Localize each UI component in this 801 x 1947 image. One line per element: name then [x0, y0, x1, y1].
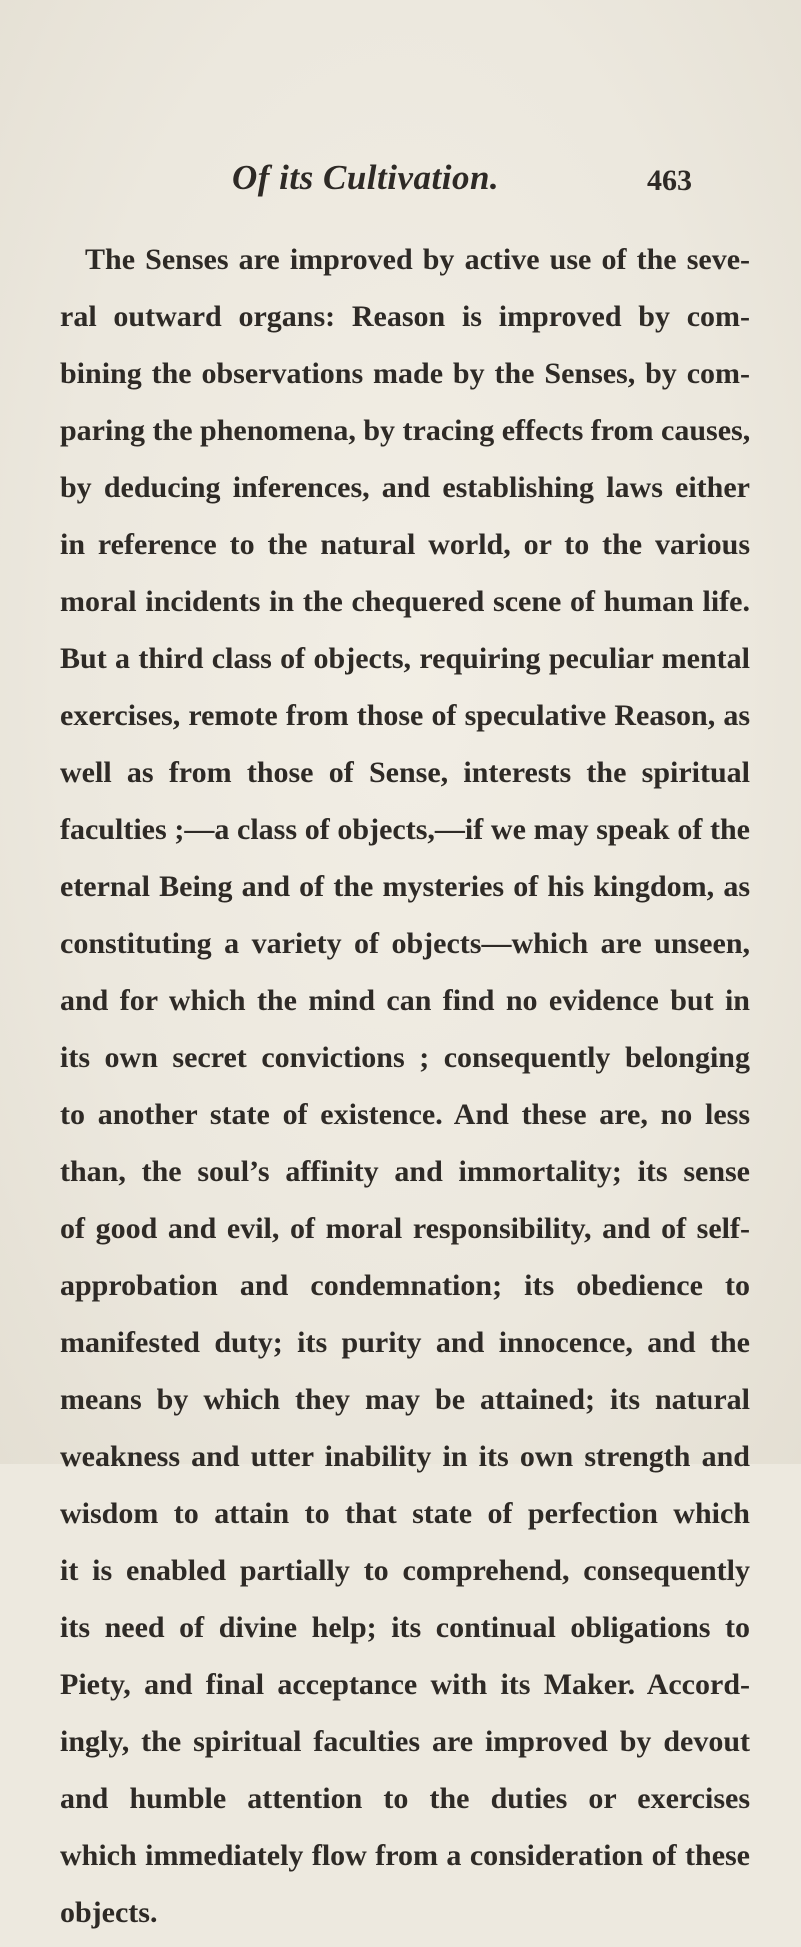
- text-line: than, the soul’s affinity and immortality; its sense: [60, 1155, 750, 1188]
- text-line: it is enabled partially to comprehend, consequently: [60, 1554, 750, 1587]
- text-line: weakness and utter inability in its own strength and: [60, 1440, 750, 1473]
- text-line: its need of divine help; its continual obligations to: [60, 1611, 750, 1644]
- text-line: to another state of existence. And these are, no less: [60, 1098, 750, 1131]
- text-line: wisdom to attain to that state of perfection which: [60, 1497, 750, 1530]
- paragraph: [60, 237, 750, 1947]
- text-line: well as from those of Sense, interests the spiritual: [60, 756, 750, 789]
- text-line: bining the observations made by the Senses, by com-: [60, 357, 750, 390]
- text-line: manifested duty; its purity and innocence, and the: [60, 1326, 750, 1359]
- text-line: its own secret convictions ; consequently belonging: [60, 1041, 750, 1074]
- text-line: exercises, remote from those of speculative Reason, as: [60, 699, 750, 732]
- running-head: [0, 158, 801, 208]
- text-line: constituting a variety of objects—which are unseen,: [60, 927, 750, 960]
- text-line: But a third class of objects, requiring peculiar mental: [60, 642, 750, 675]
- text-line: in reference to the natural world, or to the various: [60, 528, 750, 561]
- text-line: and for which the mind can find no evidence but in: [60, 984, 750, 1017]
- text-line: ingly, the spiritual faculties are improved by devout: [60, 1725, 750, 1758]
- text-line: faculties ;—a class of objects,—if we may speak of the: [60, 813, 750, 846]
- text-line: approbation and condemnation; its obedience to: [60, 1269, 750, 1302]
- text-line: The Senses are improved by active use of the seve-: [85, 243, 750, 276]
- text-line: ral outward organs: Reason is improved by com-: [60, 300, 750, 333]
- text-line: and humble attention to the duties or exercises: [60, 1782, 750, 1815]
- page-number: 463: [647, 164, 692, 197]
- text-line: eternal Being and of the mysteries of his kingdom, as: [60, 870, 750, 903]
- text-line: which immediately flow from a consideration of these: [60, 1839, 750, 1872]
- text-line: of good and evil, of moral responsibility, and of self-: [60, 1212, 750, 1245]
- text-line: Piety, and final acceptance with its Maker. Accord-: [60, 1668, 750, 1701]
- text-line: moral incidents in the chequered scene of human life.: [60, 585, 750, 618]
- text-line: objects.: [60, 1896, 158, 1929]
- running-title: Of its Cultivation.: [232, 158, 500, 197]
- text-line: means by which they may be attained; its natural: [60, 1383, 750, 1416]
- text-line: by deducing inferences, and establishing laws either: [60, 471, 750, 504]
- text-line: paring the phenomena, by tracing effects from causes,: [60, 414, 751, 447]
